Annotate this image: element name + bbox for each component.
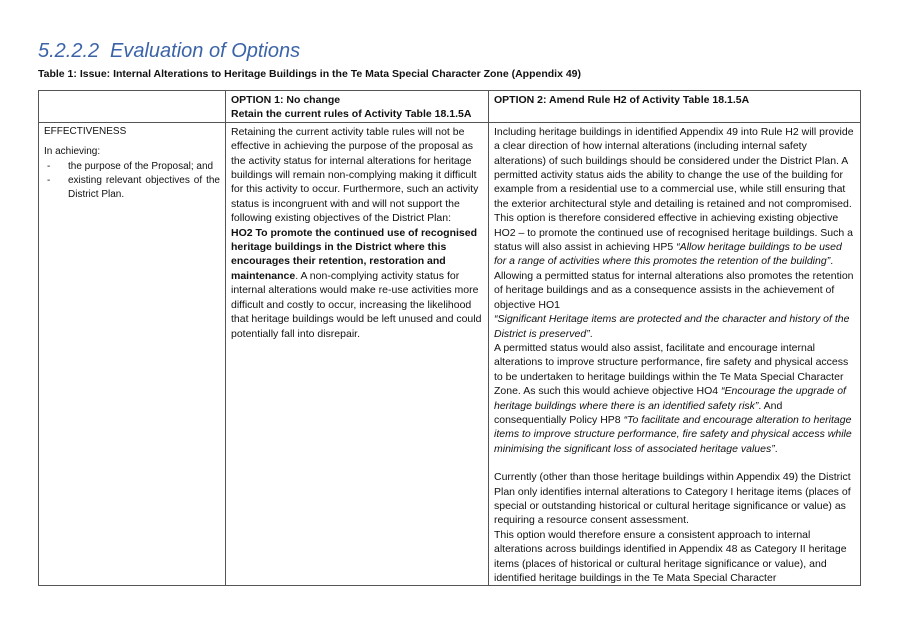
option2-paragraph: Currently (other than those heritage buildings within Appendix 49) the District Plan only identifies internal alterations to Category I heritage items (places of special or outstanding historical or cultural heritage significance or value) as requiring a resource consent assessment. [494, 471, 851, 527]
option1-title: OPTION 1: No change [231, 94, 341, 106]
criteria-item: - the purpose of the Proposal; and [44, 160, 220, 174]
option1-objective-paragraph: HO2 To promote the continued use of recognised heritage buildings in the District where this encourages their retention, restoration and maintenance. A non-complying activity status for internal alterations would make re-use activities more difficult and costly to occur, increasing the likelihood that heritage buildings would be left unused and could potentially fall into disrepair. [231, 226, 482, 340]
quote-hp5: “Allow heritage buildings to be used for a range of activities where this promotes the retention of the building” [494, 241, 842, 268]
quote-hp8: “To facilitate and encourage alteration to heritage items to improve structure performance, fire safety and physical access while minimising the significant loss of associated heritage values” [494, 413, 852, 455]
section-number: 5.2.2.2 [38, 40, 100, 62]
option2-paragraph: This option would therefore ensure a consistent approach to internal alterations across buildings identified in Appendix 48 as Category II heritage items (places of historical or cultural heritage significance or value), and identified heritage buildings in the Te Mata Special Character [494, 528, 847, 584]
criteria-list [44, 160, 220, 203]
criteria-intro: In achieving: [44, 146, 101, 158]
evaluation-table [38, 90, 861, 586]
option1-subtitle: Retain the current rules of Activity Table 18.1.5A [231, 108, 472, 121]
table-header-row [39, 91, 861, 123]
section-heading [38, 40, 300, 63]
effectiveness-row [39, 122, 861, 586]
quote-ho1: “Significant Heritage items are protected and the character and history of the District is preserved” [494, 313, 850, 340]
option1-cell [226, 122, 489, 586]
section-title: Evaluation of Options [110, 40, 301, 62]
option2-cell [489, 122, 861, 586]
option2-header [489, 91, 861, 123]
criteria-label: EFFECTIVENESS [44, 125, 127, 137]
table-caption: Table 1: Issue: Internal Alterations to Heritage Buildings in the Te Mata Special Character Zone (Appendix 49) [38, 68, 581, 80]
quote-ho4: “Encourage the upgrade of heritage buildings where there is an identified safety risk” [494, 385, 846, 412]
header-empty-cell [39, 91, 226, 123]
option2-paragraph: A permitted status would also assist, facilitate and encourage internal alterations to improve structure performance, fire safety and physical access to be undertaken to heritage buildings within the Te Mata Special Character Zone. As such this would achieve objective HO4 “Encourage the upgrade of heritage buildings where there is an identified safety risk”. And consequentially Policy HP8 “To facilitate and encourage alteration to heritage items to improve structure performance, fire safety and physical access while minimising the significant loss of associated heritage values”. [494, 341, 852, 455]
option2-paragraph: “Significant Heritage items are protected and the character and history of the District is preserved”. [494, 313, 850, 340]
option1-header [226, 91, 489, 123]
option1-paragraph: Retaining the current activity table rules will not be effective in achieving the purpose of the proposal as the activity status for internal alterations for heritage buildings will remain non-complying making it difficult for this activity to occur. Furthermore, such an activity status is incongruent with and will not support the following existing objectives of the District Plan: [231, 125, 479, 225]
option2-title: OPTION 2: Amend Rule H2 of Activity Table 18.1.5A [494, 94, 750, 106]
option2-paragraph: Allowing a permitted status for internal alterations also promotes the retention of heritage buildings and as a consequence assists in the achievement of objective HO1 [494, 269, 854, 311]
option2-paragraph: Including heritage buildings in identified Appendix 49 into Rule H2 will provide a clear direction of how internal alterations (including internal safety alterations) of such buildings should be considered under the District Plan. A permitted activity status aids the ability to change the use of the building for example from a residential use to a commercial use, while still ensuring that the exterior architectural style and detailing is retained and not compromised. This option is therefore considered effective in achieving existing objective HO2 – to promote the continued use of recognised heritage buildings. Such a status will also assist in achieving HP5 “Allow heritage buildings to be used for a range of activities where this promotes the retention of the building”. [494, 125, 854, 268]
criteria-cell [39, 122, 226, 586]
criteria-item: - existing relevant objectives of the District Plan. [44, 174, 220, 203]
objective-ho2: HO2 To promote the continued use of recognised heritage buildings in the District where this encourages their retention, restoration and maintenance [231, 226, 477, 282]
